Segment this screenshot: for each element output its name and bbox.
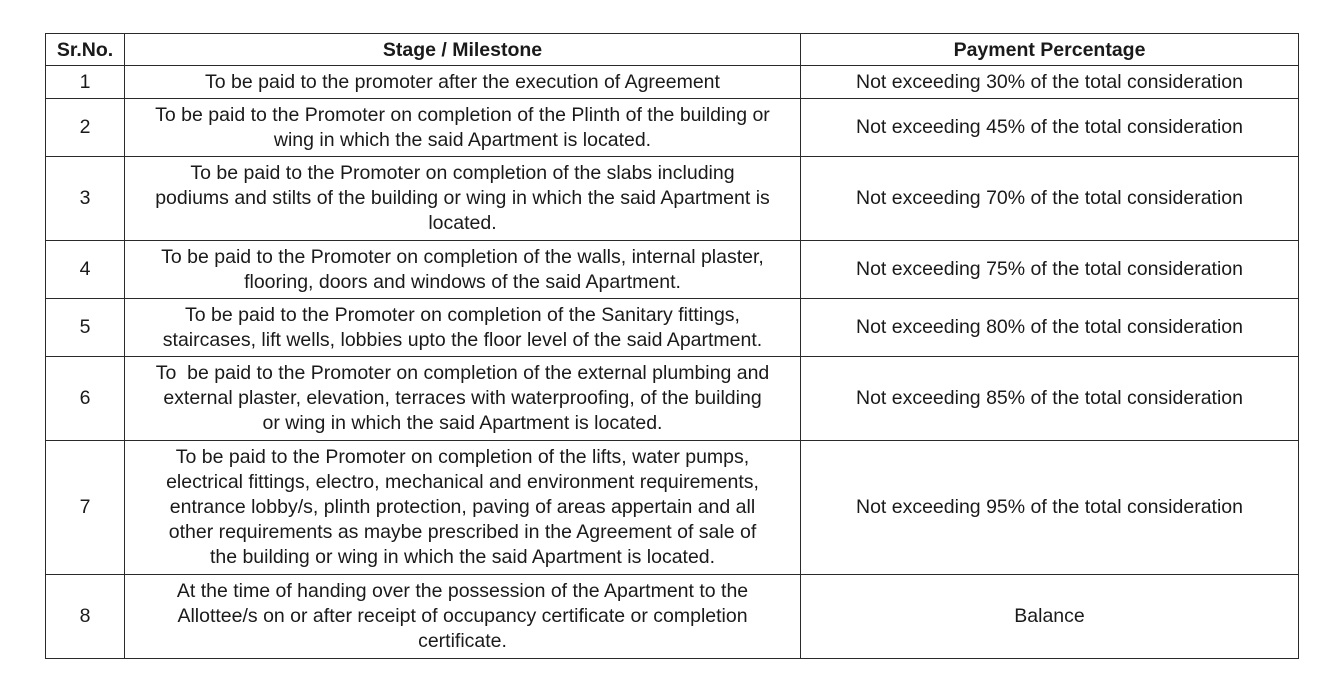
stage-line: or wing in which the said Apartment is located. <box>262 412 663 434</box>
sr-no-cell: 6 <box>46 357 125 441</box>
stage-line: other requirements as maybe prescribed in the Agreement of sale of <box>168 521 757 543</box>
stage-cell <box>125 441 801 575</box>
stage-line: flooring, doors and windows of the said Apartment. <box>244 270 681 293</box>
header-stage-milestone: Stage / Milestone <box>125 34 801 66</box>
stage-line: certificate. <box>418 630 507 652</box>
header-sr-no: Sr.No. <box>46 34 125 66</box>
sr-no-cell: 3 <box>46 157 125 241</box>
payment-cell: Balance <box>801 575 1299 659</box>
stage-cell <box>125 299 801 357</box>
stage-line: electrical fittings, electro, mechanical and environment requirements, <box>166 471 759 493</box>
table-row <box>46 157 1299 241</box>
sr-no-cell: 7 <box>46 441 125 575</box>
table-header-row <box>46 34 1299 66</box>
table-row <box>46 99 1299 157</box>
stage-line: located. <box>428 212 497 234</box>
stage-line: To be paid to the Promoter on completion of the lifts, water pumps, <box>175 446 750 468</box>
stage-line: To be paid to the Promoter on completion of the Sanitary fittings, <box>185 303 740 326</box>
table-row <box>46 241 1299 299</box>
stage-line: wing in which the said Apartment is located. <box>273 128 652 151</box>
stage-line: podiums and stilts of the building or wing in which the said Apartment is <box>155 187 770 209</box>
table-row <box>46 66 1299 99</box>
stage-cell <box>125 241 801 299</box>
payment-cell: Not exceeding 85% of the total consideration <box>801 357 1299 441</box>
payment-cell: Not exceeding 80% of the total consideration <box>801 299 1299 357</box>
stage-cell <box>125 357 801 441</box>
table-row <box>46 299 1299 357</box>
stage-line: external plaster, elevation, terraces with waterproofing, of the building <box>163 387 762 409</box>
payment-cell: Not exceeding 95% of the total consideration <box>801 441 1299 575</box>
stage-cell <box>125 66 801 99</box>
table-row <box>46 441 1299 575</box>
stage-line: entrance lobby/s, plinth protection, paving of areas appertain and all <box>169 496 756 518</box>
payment-cell: Not exceeding 70% of the total consideration <box>801 157 1299 241</box>
payment-cell: Not exceeding 30% of the total consideration <box>801 66 1299 99</box>
sr-no-cell: 8 <box>46 575 125 659</box>
stage-line: staircases, lift wells, lobbies upto the floor level of the said Apartment. <box>162 328 763 351</box>
stage-line: To be paid to the Promoter on completion of the walls, internal plaster, <box>161 245 764 268</box>
header-payment-percentage: Payment Percentage <box>801 34 1299 66</box>
stage-line: At the time of handing over the possession of the Apartment to the <box>176 580 749 602</box>
sr-no-cell: 1 <box>46 66 125 99</box>
stage-line: To be paid to the Promoter on completion of the slabs including <box>190 162 735 184</box>
stage-cell <box>125 157 801 241</box>
stage-line: To be paid to the Promoter on completion of the external plumbing and <box>155 362 770 384</box>
stage-line: To be paid to the promoter after the execution of Agreement <box>205 70 720 93</box>
payment-cell: Not exceeding 75% of the total consideration <box>801 241 1299 299</box>
payment-cell: Not exceeding 45% of the total consideration <box>801 99 1299 157</box>
stage-cell <box>125 575 801 659</box>
table-body <box>46 66 1299 659</box>
payment-schedule-table <box>45 33 1299 659</box>
sr-no-cell: 4 <box>46 241 125 299</box>
stage-line: To be paid to the Promoter on completion of the Plinth of the building or <box>155 103 770 126</box>
sr-no-cell: 5 <box>46 299 125 357</box>
stage-line: the building or wing in which the said Apartment is located. <box>209 546 716 568</box>
table-row <box>46 357 1299 441</box>
stage-line: Allottee/s on or after receipt of occupancy certificate or completion <box>177 605 748 627</box>
table-row <box>46 575 1299 659</box>
stage-cell <box>125 99 801 157</box>
sr-no-cell: 2 <box>46 99 125 157</box>
